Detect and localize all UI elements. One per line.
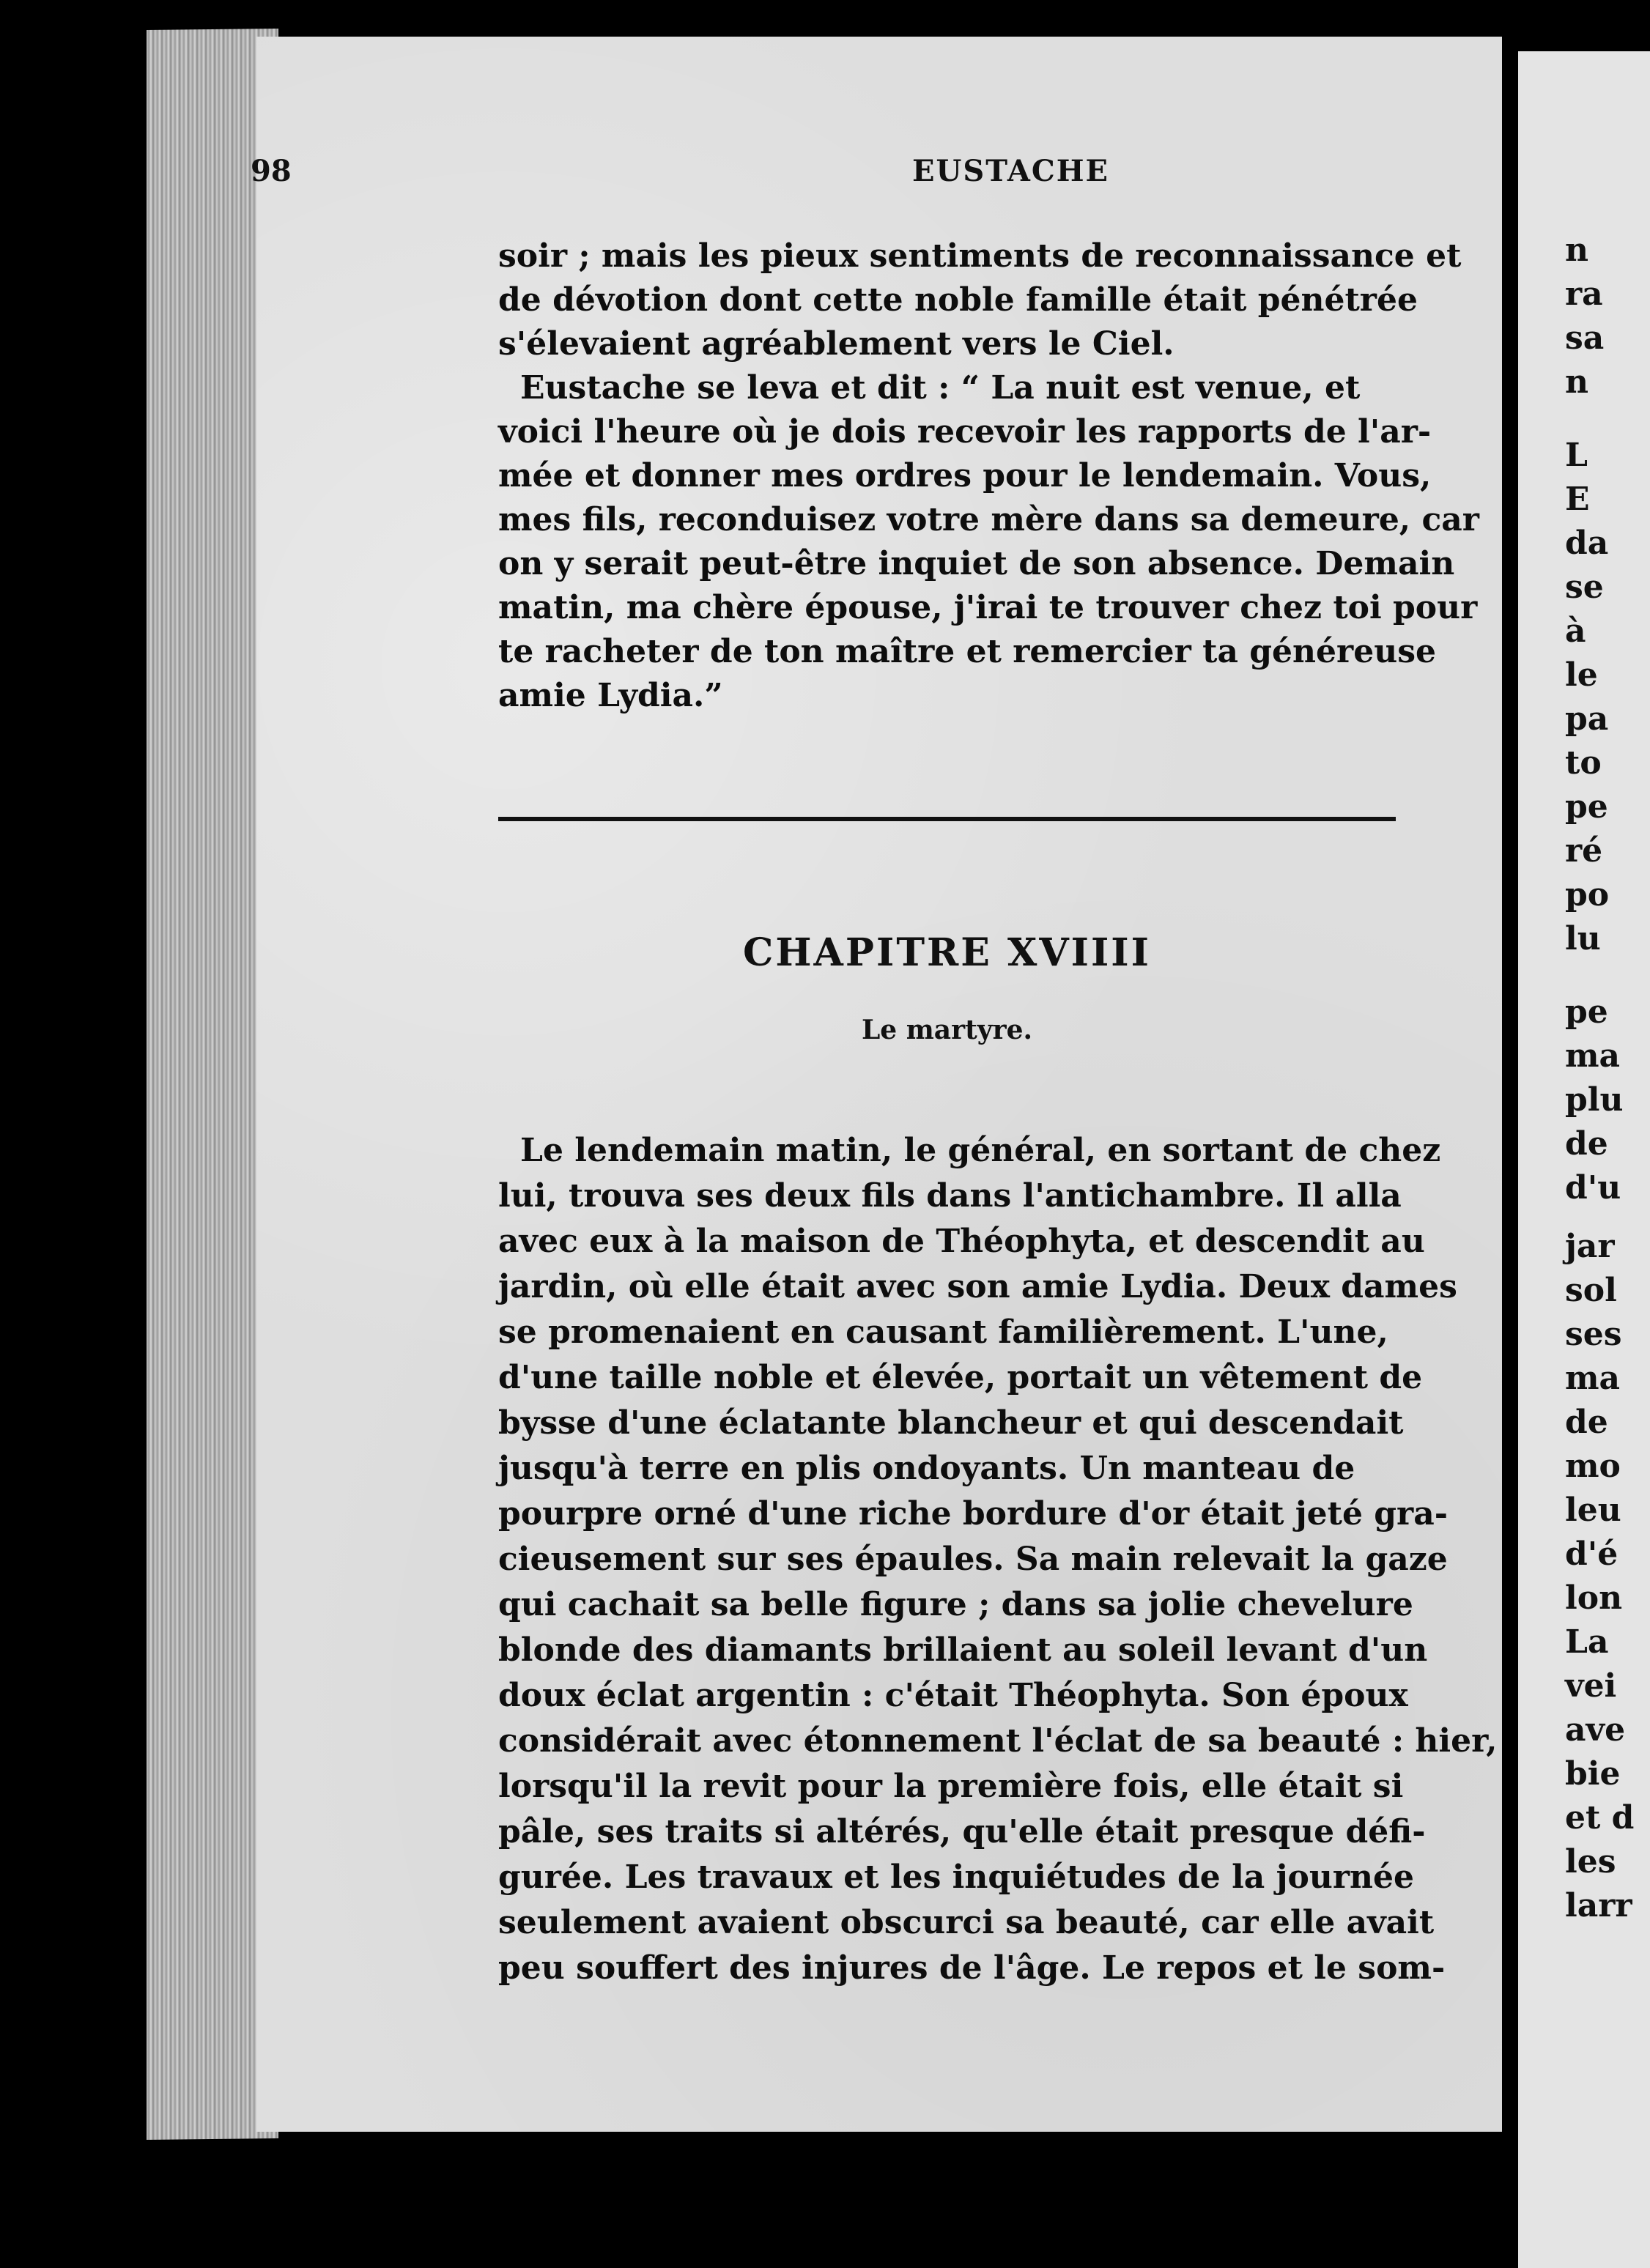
facing-line-fragment: ra bbox=[1565, 275, 1603, 313]
facing-line-fragment: de bbox=[1565, 1125, 1608, 1163]
text-line: avec eux à la maison de Théophyta, et descendit au bbox=[498, 1223, 1425, 1260]
text-line: gurée. Les travaux et les inquiétudes de la journée bbox=[498, 1858, 1415, 1896]
text-line: qui cachait sa belle figure ; dans sa jolie chevelure bbox=[498, 1586, 1413, 1623]
text-line: lui, trouva ses deux fils dans l'antichambre. Il alla bbox=[498, 1177, 1402, 1215]
facing-line-fragment: da bbox=[1565, 525, 1609, 562]
text-line: voici l'heure où je dois recevoir les rapports de l'ar- bbox=[498, 413, 1432, 451]
chapter-title: CHAPITRE XVIIII bbox=[743, 930, 1151, 975]
text-line: seulement avaient obscurci sa beauté, car elle avait bbox=[498, 1904, 1435, 1941]
facing-page-fragment bbox=[1518, 51, 1650, 2268]
facing-line-fragment: lon bbox=[1565, 1579, 1623, 1617]
text-line: bysse d'une éclatante blancheur et qui descendait bbox=[498, 1404, 1404, 1442]
facing-line-fragment: à bbox=[1565, 612, 1586, 650]
facing-line-fragment: pe bbox=[1565, 993, 1608, 1031]
text-line: peu souffert des injures de l'âge. Le repos et le som- bbox=[498, 1949, 1446, 1987]
text-line: se promenaient en causant familièrement. L'une, bbox=[498, 1313, 1388, 1351]
facing-line-fragment: de bbox=[1565, 1404, 1608, 1441]
text-line: blonde des diamants brillaient au soleil levant d'un bbox=[498, 1631, 1428, 1669]
text-line: mes fils, reconduisez votre mère dans sa demeure, car bbox=[498, 501, 1479, 538]
text-line: considérait avec étonnement l'éclat de sa beauté : hier, bbox=[498, 1722, 1498, 1760]
facing-line-fragment: ave bbox=[1565, 1711, 1626, 1749]
facing-line-fragment: d'u bbox=[1565, 1169, 1621, 1207]
facing-line-fragment: jar bbox=[1565, 1228, 1615, 1265]
text-line: d'une taille noble et élevée, portait un vêtement de bbox=[498, 1359, 1423, 1396]
facing-line-fragment: to bbox=[1565, 744, 1602, 782]
facing-line-fragment: vei bbox=[1565, 1667, 1617, 1705]
text-line: Le lendemain matin, le général, en sortant de chez bbox=[520, 1132, 1441, 1169]
facing-line-fragment: pe bbox=[1565, 788, 1608, 826]
facing-line-fragment: sol bbox=[1565, 1272, 1617, 1309]
facing-line-fragment: La bbox=[1565, 1623, 1609, 1661]
page-number: 98 bbox=[251, 154, 292, 188]
facing-line-fragment: ses bbox=[1565, 1316, 1622, 1353]
text-line: matin, ma chère épouse, j'irai te trouver chez toi pour bbox=[498, 589, 1478, 626]
paragraph-1 bbox=[498, 234, 1462, 366]
facing-line-fragment: d'é bbox=[1565, 1535, 1618, 1573]
facing-line-fragment: le bbox=[1565, 656, 1598, 694]
facing-line-fragment: lu bbox=[1565, 920, 1601, 957]
facing-line-fragment: leu bbox=[1565, 1491, 1621, 1529]
facing-line-fragment: les bbox=[1565, 1843, 1616, 1880]
facing-line-fragment: plu bbox=[1565, 1081, 1624, 1119]
facing-line-fragment: se bbox=[1565, 568, 1604, 606]
facing-line-fragment: pa bbox=[1565, 700, 1609, 738]
text-line: soir ; mais les pieux sentiments de reconnaissance et bbox=[498, 237, 1462, 275]
paragraph-3 bbox=[498, 1128, 1498, 1991]
facing-line-fragment: ma bbox=[1565, 1037, 1621, 1075]
facing-line-fragment: L bbox=[1565, 437, 1588, 474]
text-line: on y serait peut-être inquiet de son absence. Demain bbox=[498, 545, 1455, 582]
facing-line-fragment: ma bbox=[1565, 1360, 1621, 1397]
text-line: te racheter de ton maître et remercier ta généreuse bbox=[498, 633, 1436, 670]
text-line: doux éclat argentin : c'était Théophyta. Son époux bbox=[498, 1677, 1408, 1714]
facing-line-fragment: et d bbox=[1565, 1799, 1635, 1837]
text-line: pâle, ses traits si altérés, qu'elle était presque défi- bbox=[498, 1813, 1426, 1850]
text-line: s'élevaient agréablement vers le Ciel. bbox=[498, 325, 1174, 363]
facing-line-fragment: larr bbox=[1565, 1887, 1632, 1924]
text-line: cieusement sur ses épaules. Sa main relevait la gaze bbox=[498, 1541, 1448, 1578]
facing-line-fragment: bie bbox=[1565, 1755, 1621, 1793]
facing-line-fragment: n bbox=[1565, 231, 1588, 269]
text-line: Eustache se leva et dit : “ La nuit est venue, et bbox=[520, 369, 1361, 407]
text-line: mée et donner mes ordres pour le lendemain. Vous, bbox=[498, 457, 1432, 494]
text-line: amie Lydia.” bbox=[498, 677, 723, 714]
section-divider bbox=[498, 817, 1396, 821]
facing-line-fragment: n bbox=[1565, 363, 1588, 401]
facing-line-fragment: sa bbox=[1565, 319, 1605, 357]
text-line: de dévotion dont cette noble famille était pénétrée bbox=[498, 281, 1418, 319]
facing-line-fragment: ré bbox=[1565, 832, 1603, 870]
running-title: EUSTACHE bbox=[912, 154, 1109, 188]
text-line: jardin, où elle était avec son amie Lydia. Deux dames bbox=[498, 1268, 1457, 1305]
text-line: pourpre orné d'une riche bordure d'or était jeté gra- bbox=[498, 1495, 1448, 1533]
chapter-subtitle: Le martyre. bbox=[861, 1015, 1033, 1045]
facing-line-fragment: mo bbox=[1565, 1448, 1621, 1485]
facing-line-fragment: E bbox=[1565, 481, 1590, 518]
facing-line-fragment: po bbox=[1565, 876, 1610, 914]
text-line: jusqu'à terre en plis ondoyants. Un manteau de bbox=[498, 1450, 1355, 1487]
paragraph-2 bbox=[498, 366, 1479, 718]
text-line: lorsqu'il la revit pour la première fois, elle était si bbox=[498, 1768, 1404, 1805]
